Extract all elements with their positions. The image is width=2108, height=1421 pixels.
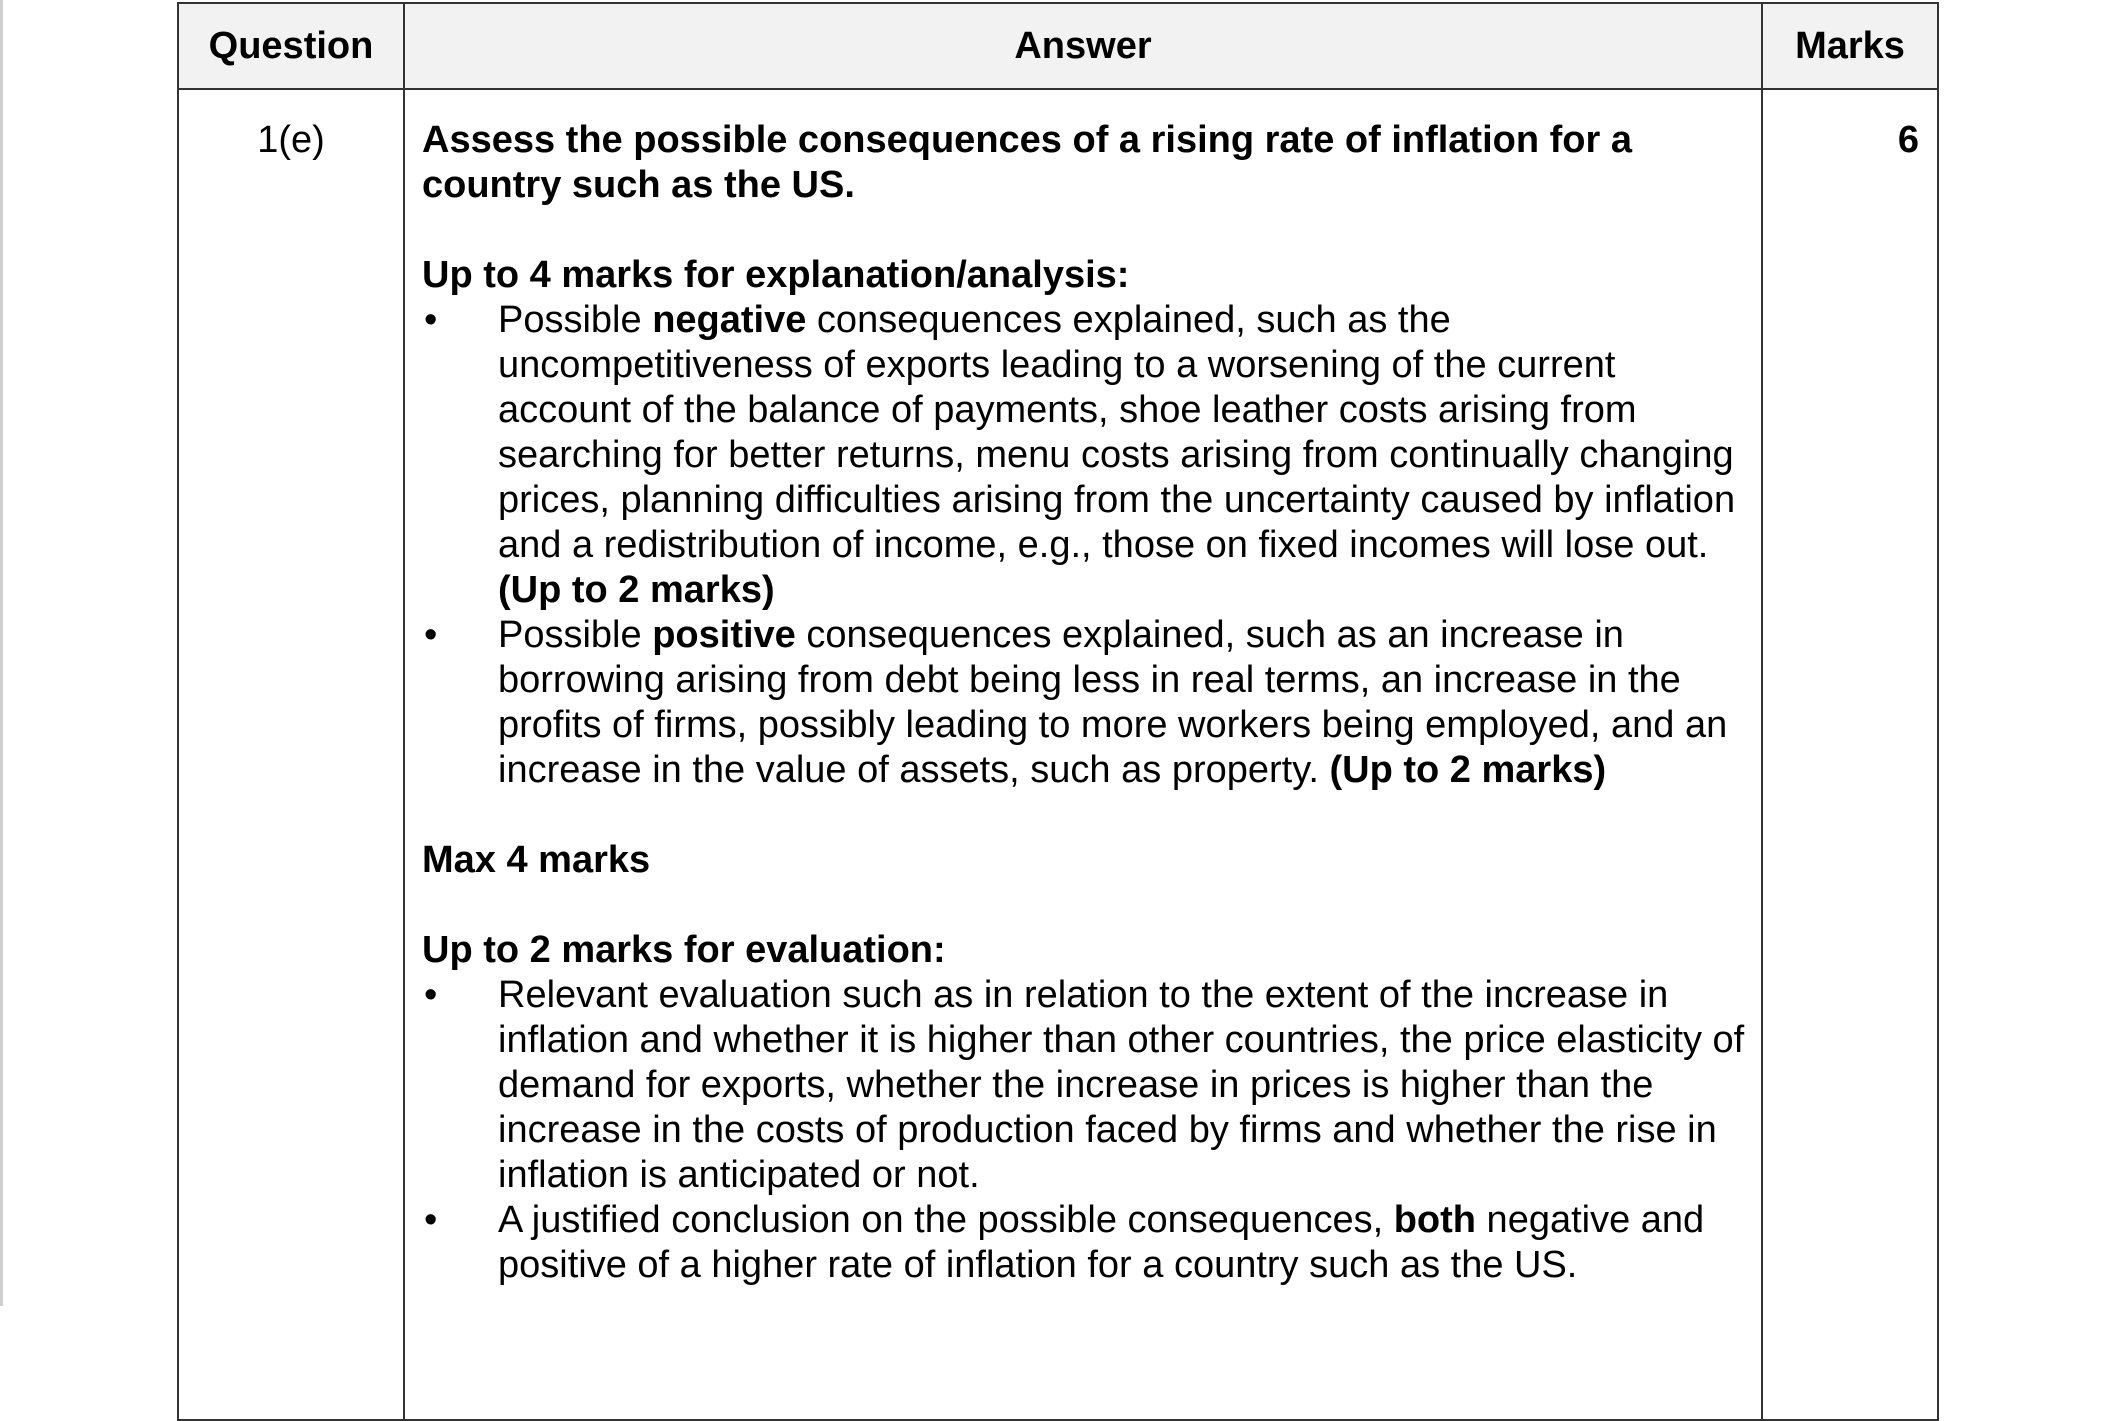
bullet-marks-note: (Up to 2 marks): [1329, 749, 1607, 791]
bullet-icon: •: [424, 614, 438, 656]
explanation-heading: Up to 4 marks for explanation/analysis:: [422, 254, 1130, 296]
question-prompt: Assess the possible consequences of a rising rate of inflation for a country such as the US.: [422, 119, 1632, 206]
marks-value: 6: [1762, 89, 1938, 1420]
list-item: [422, 613, 1745, 793]
bullet-text: negative and positive of a higher rate of inflation for a country such as the US.: [498, 1199, 1705, 1286]
bullet-emphasis: both: [1393, 1199, 1476, 1241]
list-item: [422, 973, 1745, 1198]
bullet-icon: •: [424, 974, 438, 1016]
bullet-text: A justified conclusion on the possible consequences,: [498, 1199, 1394, 1241]
max-marks-note: Max 4 marks: [422, 839, 651, 881]
evaluation-list: [422, 973, 1745, 1288]
answer-header: Answer: [404, 3, 1762, 89]
explanation-list: [422, 298, 1745, 793]
bullet-icon: •: [424, 299, 438, 341]
list-item: [422, 298, 1745, 613]
bullet-emphasis: positive: [652, 614, 796, 656]
bullet-text: Relevant evaluation such as in relation to the extent of the increase in inflation and whether it is higher than other countries, the price elasticity of demand for exports, whether the increase in prices is higher than the increase in the costs of production faced by firms and whether the rise in inflation is anticipated or not.: [498, 974, 1745, 1196]
bullet-icon: •: [424, 1199, 438, 1241]
bullet-text: Possible: [498, 299, 653, 341]
evaluation-heading: Up to 2 marks for evaluation:: [422, 929, 946, 971]
header-row: [178, 3, 1938, 89]
question-number: 1(e): [178, 89, 404, 1420]
list-item: [422, 1198, 1745, 1288]
question-header: Question: [178, 3, 404, 89]
bullet-text: consequences explained, such as an increase in borrowing arising from debt being less in real terms, an increase in the profits of firms, possibly leading to more workers being employed, and an increase in the value of assets, such as property.: [498, 614, 1728, 791]
bullet-text: consequences explained, such as the uncompetitiveness of exports leading to a worsening of the current account of the balance of payments, shoe leather costs arising from searching for better returns, menu costs arising from continually changing prices, planning difficulties arising from the uncertainty caused by inflation and a redistribution of income, e.g., those on fixed incomes will lose out.: [498, 299, 1736, 566]
table-row: [178, 89, 1938, 1420]
bullet-marks-note: (Up to 2 marks): [498, 569, 775, 611]
mark-scheme-table: [177, 2, 1939, 1421]
page-left-edge: [0, 0, 3, 1306]
bullet-emphasis: negative: [652, 299, 807, 341]
marks-header: Marks: [1762, 3, 1938, 89]
answer-cell: [404, 89, 1762, 1420]
bullet-text: Possible: [498, 614, 653, 656]
